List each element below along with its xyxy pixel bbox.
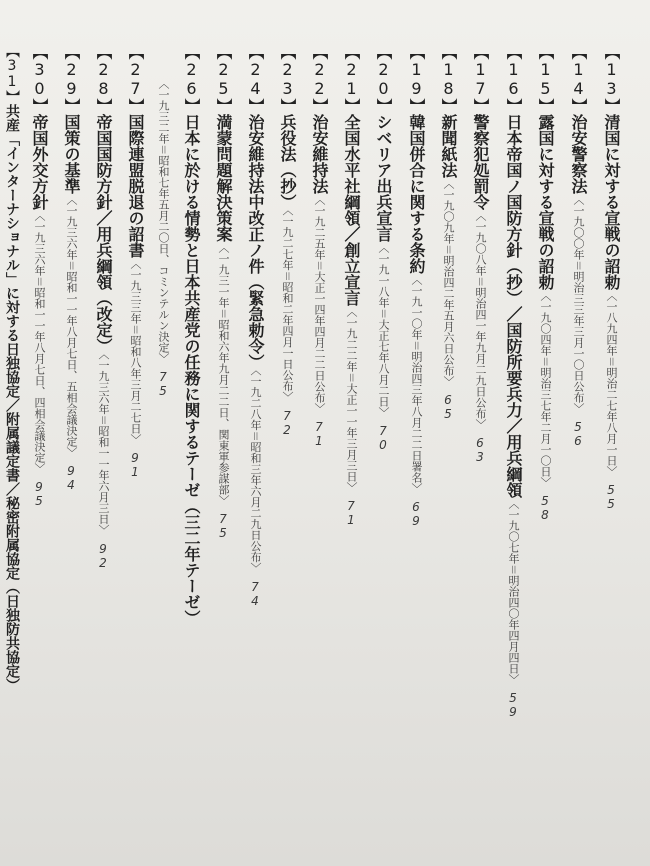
entry-date: 〈一九二五年＝大正一四年四月二二日公布〉 xyxy=(313,194,326,414)
entry-number: 【22】 xyxy=(310,44,329,114)
entry-page: 58 xyxy=(538,494,552,522)
entry-page: 56 xyxy=(571,420,585,448)
entry-number: 【15】 xyxy=(536,44,555,114)
entry-number: 【17】 xyxy=(471,44,490,114)
entry-date: 〈一九一八年＝大正七年八月二日〉 xyxy=(377,242,390,418)
entry-number: 【23】 xyxy=(278,44,297,114)
entry-date: 〈一九〇九年＝明治四二年五月六日公布〉 xyxy=(442,178,455,387)
toc-entry-16 xyxy=(502,44,525,719)
entry-date: 〈一九〇四年＝明治三七年二月一〇日〉 xyxy=(539,290,552,488)
entry-title: 帝国国防方針／用兵綱領（改定） xyxy=(94,114,113,354)
entry-title: 治安警察法 xyxy=(569,114,588,194)
entry-page: 65 xyxy=(441,393,455,421)
toc-entry-23 xyxy=(276,44,299,437)
entry-page: 95 xyxy=(32,480,46,508)
entry-page: 75 xyxy=(216,512,230,540)
entry-title: 国策の基準 xyxy=(62,114,81,194)
toc-entry-26 xyxy=(180,44,203,626)
toc-entry-22 xyxy=(308,44,331,448)
entry-page: 75 xyxy=(156,370,170,398)
entry-page: 70 xyxy=(376,424,390,452)
entry-page: 63 xyxy=(473,436,487,464)
entry-number: 【18】 xyxy=(439,44,458,114)
entry-number: 【26】 xyxy=(182,44,201,114)
entry-date: 〈一九二七年＝昭和二年四月一日公布〉 xyxy=(281,210,294,403)
entry-page: 71 xyxy=(344,499,358,527)
entry-title: 兵役法（抄） xyxy=(278,114,297,210)
entry-title: 共産「インターナショナル」に対する日独協定／附属議定書／秘密附属協定（日独防共協定） xyxy=(4,104,20,692)
toc-entry-24 xyxy=(244,44,267,608)
entry-date: 〈一九一〇年＝明治四三年八月二二日署名〉 xyxy=(410,274,423,494)
entry-number: 【13】 xyxy=(602,44,621,114)
entry-date: 〈一九三六年＝昭和一一年六月三日〉 xyxy=(97,354,110,536)
toc-entry-20 xyxy=(372,44,395,452)
entry-number: 【19】 xyxy=(407,44,426,114)
entry-page: 69 xyxy=(409,500,423,528)
entry-title: 日本帝国ノ国防方針（抄）／国防所要兵力／用兵綱領 xyxy=(504,114,523,498)
toc-entry-13 xyxy=(600,44,623,511)
entry-number: 【24】 xyxy=(246,44,265,114)
entry-date: 〈一九三六年＝昭和一一年八月七日、五相会議決定〉 xyxy=(65,194,78,458)
toc-entry-21 xyxy=(340,44,363,527)
entry-date: 〈一九三三年＝昭和八年三月二七日〉 xyxy=(129,258,142,445)
entry-page: 72 xyxy=(280,408,294,437)
entry-page: 94 xyxy=(64,464,78,492)
toc-entry-14 xyxy=(567,44,590,448)
toc-entry-28-main xyxy=(92,44,115,570)
entry-page: 71 xyxy=(312,420,326,448)
entry-title: 満蒙問題解決策案 xyxy=(214,114,233,242)
entry-title: 治安維持法 xyxy=(310,114,329,194)
entry-page: 59 xyxy=(506,691,520,719)
entry-date: 〈一九三二年＝昭和七年五月二〇日、コミンテルン決定〉 xyxy=(157,78,170,364)
toc-entry-15 xyxy=(534,44,557,522)
entry-title: 清国に対する宣戦の詔勅 xyxy=(602,114,621,290)
entry-title: 国際連盟脱退の詔書 xyxy=(126,114,145,258)
entry-date: 〈一九〇八年＝明治四一年九月二九日公布〉 xyxy=(474,210,487,430)
toc-entry-19 xyxy=(405,44,428,528)
entry-title: 露国に対する宣戦の詔勅 xyxy=(536,114,555,290)
entry-date: 〈一八九四年＝明治二七年八月一日〉 xyxy=(605,290,618,477)
entry-page: 55 xyxy=(604,483,618,511)
entry-page: 92 xyxy=(96,541,110,570)
entry-number: 【27】 xyxy=(126,44,145,114)
entry-title: 新聞紙法 xyxy=(439,114,458,178)
entry-number: 【31】 xyxy=(4,44,20,104)
toc-entry-30 xyxy=(28,44,51,508)
entry-number: 【20】 xyxy=(374,44,393,114)
toc-entry-26-continuation xyxy=(155,78,171,398)
entry-number: 【14】 xyxy=(569,44,588,114)
entry-date: 〈一九三一年＝昭和六年九月二二日、関東軍参謀部〉 xyxy=(217,242,230,506)
entry-number: 【28】 xyxy=(94,44,113,114)
entry-title: シベリア出兵宣言 xyxy=(374,114,393,242)
toc-entry-27 xyxy=(124,44,147,479)
entry-title: 全国水平社綱領／創立宣言 xyxy=(342,114,361,306)
entry-number: 【30】 xyxy=(30,44,49,114)
entry-number: 【21】 xyxy=(342,44,361,114)
entry-date: 〈一九〇七年＝明治四〇年四月四日〉 xyxy=(507,498,520,685)
entry-number: 【16】 xyxy=(504,44,523,114)
toc-entry-17 xyxy=(469,44,492,464)
toc-entry-31 xyxy=(2,44,22,692)
toc-entry-18 xyxy=(437,44,460,421)
entry-number: 【29】 xyxy=(62,44,81,114)
entry-title: 日本に於ける情勢と日本共産党の任務に関するテーゼ（三二年テーゼ） xyxy=(182,114,201,626)
entry-date: 〈一九二八年＝昭和三年六月二九日公布〉 xyxy=(249,370,262,574)
entry-date: 〈一九三六年＝昭和一一年八月七日、四相会議決定〉 xyxy=(33,210,46,474)
entry-title: 治安維持法中改正ノ件（緊急勅令） xyxy=(246,114,265,370)
entry-title: 警察犯処罰令 xyxy=(471,114,490,210)
entry-page: 91 xyxy=(128,451,142,479)
entry-title: 帝国外交方針 xyxy=(30,114,49,210)
toc-entry-25 xyxy=(212,44,235,540)
entry-date: 〈一九〇〇年＝明治三三年三月一〇日公布〉 xyxy=(572,194,585,414)
toc-entry-29 xyxy=(60,44,83,492)
entry-number: 【25】 xyxy=(214,44,233,114)
entry-date: 〈一九二二年＝大正一一年三月三日〉 xyxy=(345,306,358,493)
entry-title: 韓国併合に関する条約 xyxy=(407,114,426,274)
entry-page: 74 xyxy=(248,579,262,608)
